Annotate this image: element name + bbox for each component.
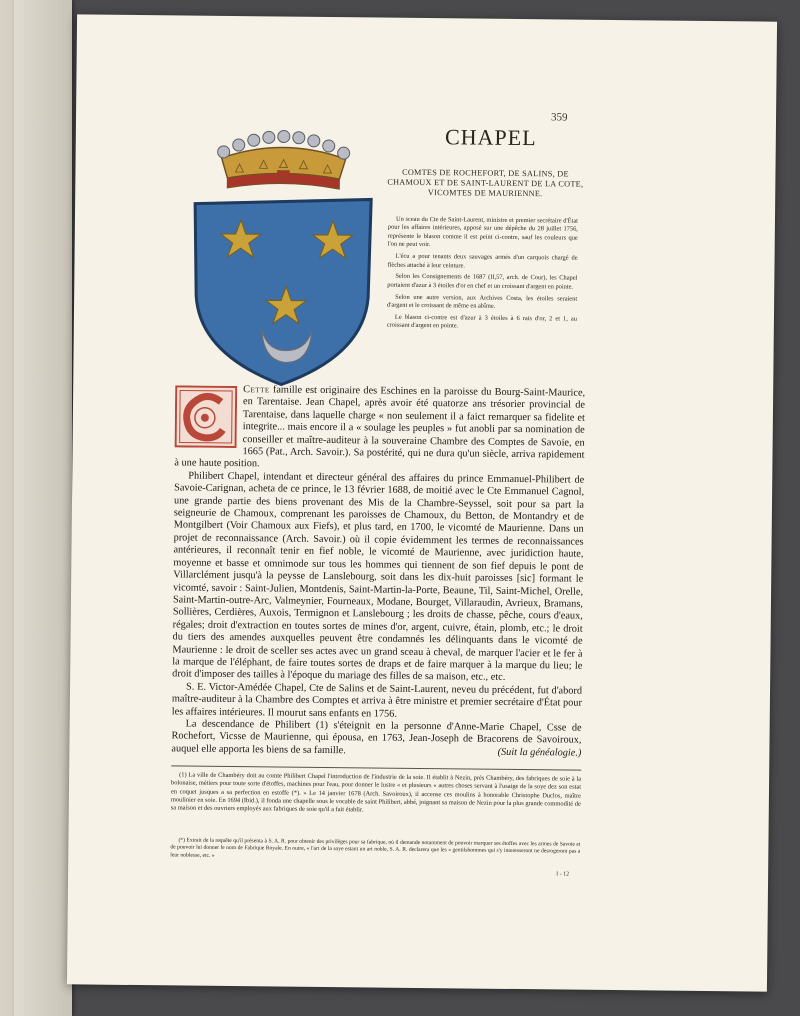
note-paragraph: Selon les Consignements de 1687 (II,57, arch. de Cour), les Chapel portaient d'azur à 3 étoiles d'or en chef et un croissant d'argent en pointe. (387, 273, 578, 291)
body-paragraph (171, 718, 581, 760)
main-text (171, 383, 585, 759)
footnote-text: (*) Extrait de la requête qu'il présenta à S. A. R. pour obtenir des privilèges pour sa fabrique, où il demande notamment de pouvoir marquer ses étoffes avec les armes de Savoie et de pouvoir lui donner le nom de Fabrique Royale. En outre, « l'art de la soye estant un art noble, S. A. R. declarera que les « gentilshommes qui s'y interesseront ne desrogeront pas a leur noblesse, etc. » (170, 837, 581, 859)
page-subtitle: COMTES DE ROCHEFORT, DE SALINS, DE CHAMOUX ET DE SAINT-LAURENT DE LA COTE, VICOMTES DE MAURIENNE. (387, 167, 584, 199)
page-title: CHAPEL (444, 124, 537, 151)
descendance-text: La descendance de Philibert (1) s'éteignit en la personne d'Anne-Marie Chapel, Csse de Rochefort, Vicsse de Maurienne, qui épousa, en 1763, Jean-Joseph de Bracorens de Savoiroux, auquel elle apporta les biens de sa famille. (171, 718, 582, 756)
footnote-divider (171, 765, 581, 770)
note-paragraph: L'écu a pour tenants deux sauvages armés d'un carquois chargé de flèches attaché à leur ceinture. (387, 252, 578, 269)
signature-mark: I - 12 (556, 871, 570, 878)
footnote-1 (171, 771, 581, 821)
dropcap-c-icon (175, 385, 238, 448)
first-paragraph-text: famille est originaire des Eschines en la paroisse du Bourg-Saint-Maurice, en Tarentaise. Jean Chapel, après avoir été quatorze ans trésorier provincial de Tarentaise, dans laquelle charge « non seulement il a faict remarquer sa fidelite et integrite... mais encore il a « soulage les peuples » fut anobli par sa nomination de conseiller et maître-auditeur à la souveraine Chambre des Comptes de Savoie, en 1665 (Pat., Arch. Savoir.). Sa postérité, qui ne dura qu'un siècle, arriva rapidement à une haute position. (174, 384, 586, 470)
footnote-2 (170, 837, 580, 868)
document-page (67, 14, 777, 991)
note-paragraph: Selon une autre version, aux Archives Costa, les étoiles seraient d'argent et le croissant de même en abîme. (387, 293, 578, 310)
note-paragraph: Le blason ci-contre est d'azur à 3 étoiles à 6 rais d'or, 2 et 1, au croissant d'argent en pointe. (386, 313, 577, 330)
page-number: 359 (550, 111, 568, 124)
adjacent-page-edge (14, 0, 72, 1016)
first-word: Cette (243, 384, 270, 396)
coat-of-arms (181, 115, 384, 387)
crown-icon (217, 130, 350, 189)
body-paragraph (174, 383, 585, 474)
suite-note: (Suit la généalogie.) (497, 746, 582, 759)
note-paragraph: Un sceau du Cte de Saint-Laurent, ministre et premier secrétaire d'État pour les affaires intérieures, apposé sur une dépêche du 28 juillet 1756, représente le blason comme il est peint ci-contre, sauf les couleurs que l'on ne peut voir. (387, 215, 578, 249)
heraldic-notes (387, 216, 578, 336)
body-paragraph: S. E. Victor-Amédée Chapel, Cte de Salins et de Saint-Laurent, neveu du précédent, fut d'abord maître-auditeur à la Chambre des Comptes et arriva à être ministre et premier secrétaire d'État pour les affaires intérieures. Il mourut sans enfants en 1756. (171, 681, 583, 720)
body-paragraph: Philibert Chapel, intendant et directeur général des affaires du prince Emmanuel-Philibert de Savoie-Carignan, acheta de ce prince, le 13 février 1688, de moitié avec le Cte Emmanuel Cagnol, une grande partie des biens provenant des Mis de la Chambre-Seyssel, soit pour sa part la seigneurie de Chamoux, comprenant les paroisses de Chamoux, du Betton, de Montandry et de Montgilbert (Voir Chamoux aux Fiefs), et plus tard, en 1700, le vicomté de Maurienne. Dans un projet de reconnaissance (Arch. Savoir.) où il copie évidemment les termes de reconnaissances antérieures, il reconnaît tenir en fief noble, le vicomté de Maurienne, avec juridiction haute, moyenne et basse et omnimode sur tous les hommes qui tiennent de son fief depuis le pont de Villarclément jusqu'à la peysse de Lanslebourg, soit dans les dix-huit paroisses [sic] formant le vicomté, savoir : Saint-Julien, Montdenis, Saint-Martin-la-Porte, Beaune, Til, Saint-Michel, Orelle, Saint-Martin-outre-Arc, Valmeynier, Fourneaux, Modane, Bourget, Villaraudin, Avrieux, Bramans, Sollières, Cerdières, Auxois, Termignon et Lanslebourg ; les droits de chasse, pêche, cours d'eaux, régales; droit d'extraction en toutes sortes de mines d'or, argent, cuivre, étain, plomb, etc.; le droit du tiers des amendes auxquelles peuvent être condamnés les délinquants dans le vicomté de Maurienne : le droit de sceller ses actes avec un grand sceau à cheval, de marquer l'acier et le fer à la marque de l'éléphant, de faire toutes sortes de draps et de faire marquer à la marque du lieu; le droit d'imposer des tailles à l'époque du mariage des filles de sa maison, etc., etc. (172, 470, 585, 684)
footnote-text: (1) La ville de Chambéry doit au comte Philibert Chapel l'introduction de l'industrie de la soie. Il établit à Nezin, près Chambéry, des fabriques de soie à la bolonaise, métiers pour toute sorte d'étoffes, machines pour l'eau, pour donner le lustre « et plusieurs « autres choses servant à l'usaige de la soye dez son estat en coquet jusques a sa perfection en estoffe (*). » Le 14 janvier 1678 (Arch. Savoiroux), il accense ces moulins à honorable Christophe Duclos, maître moulinier en soie. En 1694 (Ibid.), il fonda une chapelle sous le vocable de saint Philibert, abbé, joignant sa maison de Nezin pour la plus grande commodité de sa maison et des ouvriers employés aux fabriques de soie qu'il a fait établir. (170, 771, 582, 814)
